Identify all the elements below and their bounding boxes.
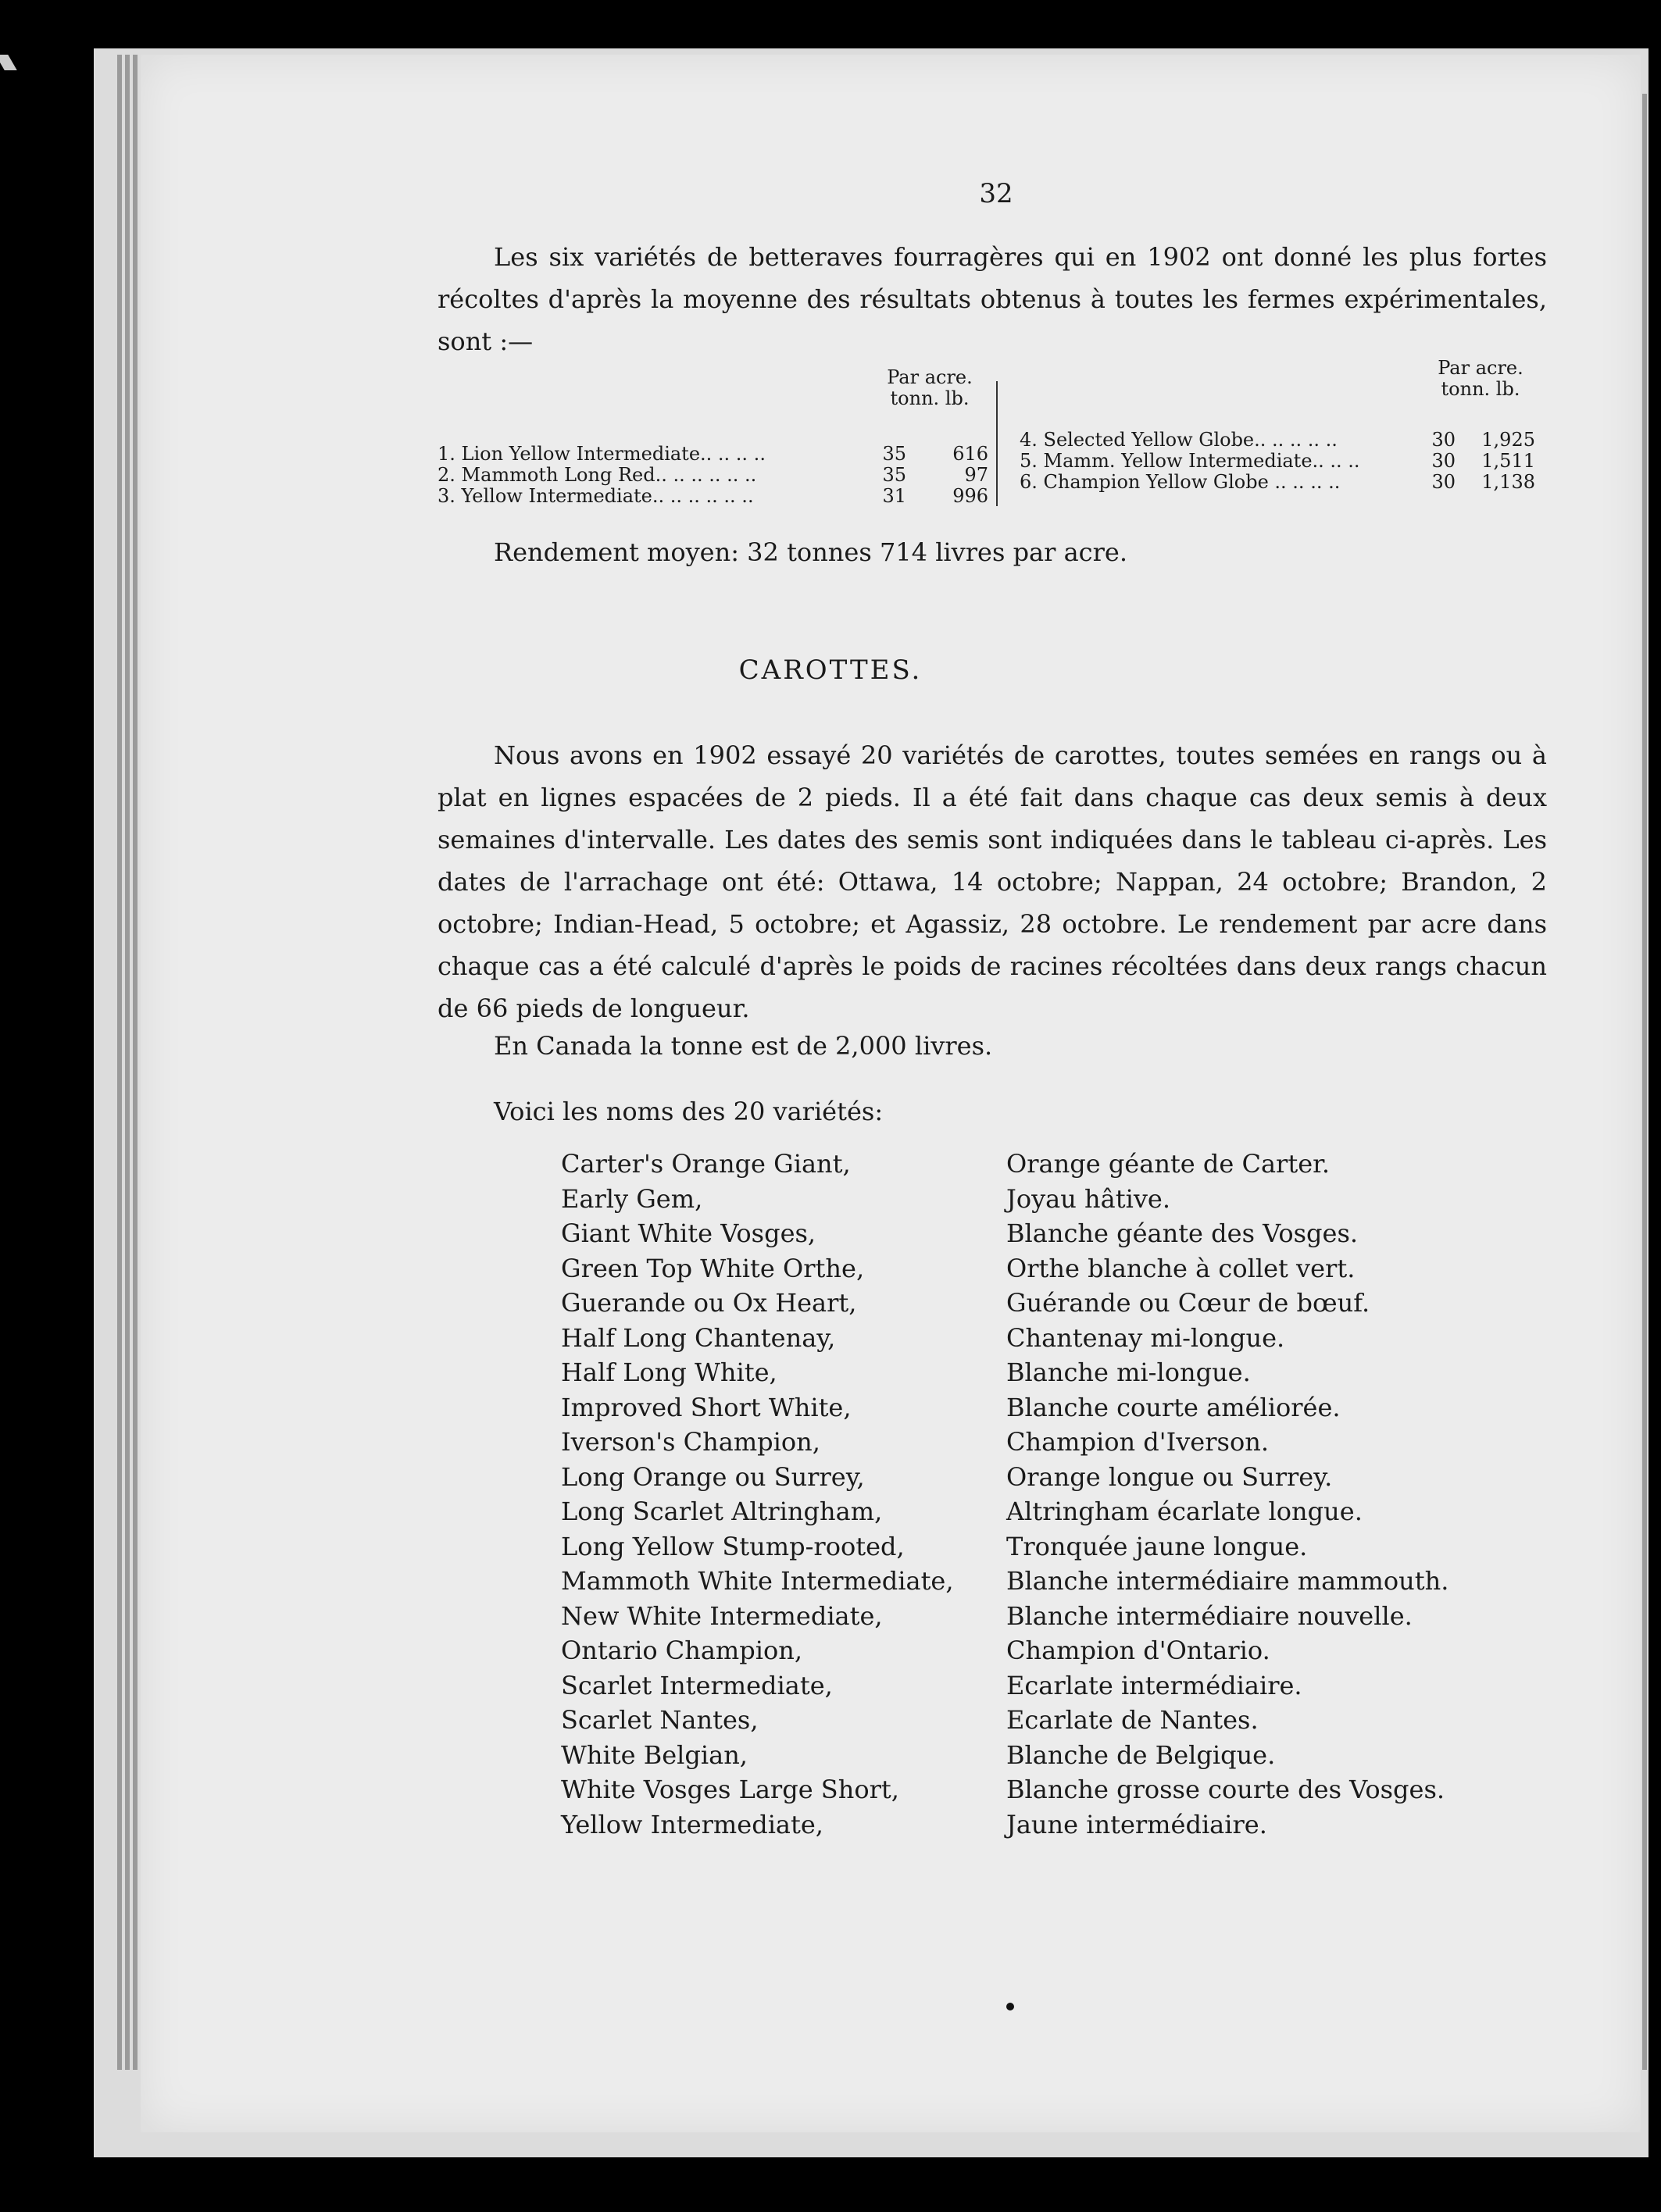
yield-lbs: 1,138 xyxy=(1481,471,1535,493)
variety-french: Champion d'Iverson. xyxy=(1006,1427,1269,1457)
variety-row xyxy=(561,1599,1498,1634)
variety-english: Half Long White, xyxy=(561,1358,777,1387)
intro-paragraph: Les six variétés de betteraves fourragères qui en 1902 ont donné les plus fortes récoltes d'après la moyenne des résultats obtenus à toutes les fermes expérimentales, sont :— xyxy=(438,242,1547,356)
variety-french: Champion d'Ontario. xyxy=(1006,1636,1270,1665)
variety-name: 3. Yellow Intermediate.. .. .. .. .. .. xyxy=(438,485,754,507)
ton-note: En Canada la tonne est de 2,000 livres. xyxy=(494,1031,993,1061)
scan-corner-mark xyxy=(0,55,17,70)
yield-table xyxy=(438,357,1547,508)
page-edge xyxy=(1642,94,1647,2070)
page-number: 32 xyxy=(979,178,1013,209)
yield-header-right xyxy=(1422,358,1539,400)
variety-name: 5. Mamm. Yellow Intermediate.. .. .. xyxy=(1020,450,1360,472)
variety-french: Blanche géante des Vosges. xyxy=(1006,1218,1359,1248)
variety-english: Iverson's Champion, xyxy=(561,1427,820,1457)
variety-french: Joyau hâtive. xyxy=(1006,1183,1170,1214)
variety-row xyxy=(561,1633,1498,1668)
page-edge xyxy=(117,55,122,2070)
variety-french: Blanche mi-longue. xyxy=(1006,1358,1251,1387)
yield-tons: 30 xyxy=(1431,471,1456,493)
page-edge xyxy=(125,55,130,2070)
variety-name: 6. Champion Yellow Globe .. .. .. .. xyxy=(1020,471,1341,493)
varieties-list xyxy=(561,1147,1498,1842)
variety-name: 2. Mammoth Long Red.. .. .. .. .. .. xyxy=(438,464,757,486)
variety-english: Half Long Chantenay, xyxy=(561,1322,836,1353)
yield-tons: 30 xyxy=(1431,450,1456,472)
variety-row xyxy=(561,1668,1498,1704)
yield-header-units: tonn. lb. xyxy=(890,387,970,409)
variety-english: Mammoth White Intermediate, xyxy=(561,1566,954,1596)
variety-english: Scarlet Nantes, xyxy=(561,1705,759,1735)
variety-name: 4. Selected Yellow Globe.. .. .. .. .. xyxy=(1020,429,1338,451)
variety-row xyxy=(561,1529,1498,1564)
yield-lbs: 616 xyxy=(952,443,988,465)
yield-lbs: 996 xyxy=(952,485,988,507)
page-dot xyxy=(1006,2003,1014,2010)
variety-row xyxy=(561,1286,1498,1321)
variety-row xyxy=(561,1460,1498,1495)
yield-header-label: Par acre. xyxy=(887,366,973,388)
variety-english: Giant White Vosges, xyxy=(561,1218,816,1248)
variety-row xyxy=(561,1425,1498,1460)
variety-name: 1. Lion Yellow Intermediate.. .. .. .. xyxy=(438,443,766,465)
variety-french: Blanche de Belgique. xyxy=(1006,1739,1276,1770)
variety-row xyxy=(561,1564,1498,1599)
variety-english: Guerande ou Ox Heart, xyxy=(561,1288,857,1318)
section-title: CAROTTES. xyxy=(738,655,923,686)
yield-tons: 35 xyxy=(882,443,906,465)
variety-english: Yellow Intermediate, xyxy=(561,1809,823,1839)
variety-french: Guérande ou Cœur de bœuf. xyxy=(1006,1288,1370,1318)
variety-row xyxy=(561,1251,1498,1286)
variety-row xyxy=(561,1703,1498,1738)
variety-french: Orange longue ou Surrey. xyxy=(1006,1461,1333,1492)
variety-row xyxy=(561,1216,1498,1251)
variety-french: Blanche intermédiaire nouvelle. xyxy=(1006,1600,1413,1631)
variety-row xyxy=(561,1321,1498,1356)
variety-french: Altringham écarlate longue. xyxy=(1006,1497,1363,1526)
variety-french: Blanche intermédiaire mammouth. xyxy=(1006,1566,1449,1596)
variety-french: Ecarlate intermédiaire. xyxy=(1006,1670,1302,1700)
variety-row xyxy=(561,1738,1498,1773)
variety-row xyxy=(561,1772,1498,1807)
variety-row xyxy=(561,1182,1498,1217)
variety-english: Green Top White Orthe, xyxy=(561,1253,865,1283)
variety-french: Blanche grosse courte des Vosges. xyxy=(1006,1775,1445,1804)
table-divider xyxy=(996,381,998,506)
variety-english: Long Yellow Stump-rooted, xyxy=(561,1531,905,1561)
variety-english: White Belgian, xyxy=(561,1739,748,1770)
page-edge xyxy=(133,55,138,2070)
yield-lbs: 97 xyxy=(964,464,988,486)
average-yield: Rendement moyen: 32 tonnes 714 livres par acre. xyxy=(494,537,1127,567)
variety-french: Jaune intermédiaire. xyxy=(1006,1809,1267,1839)
variety-row xyxy=(561,1147,1498,1182)
variety-row xyxy=(561,1807,1498,1843)
variety-french: Orange géante de Carter. xyxy=(1006,1149,1331,1179)
variety-english: Long Orange ou Surrey, xyxy=(561,1461,865,1492)
variety-french: Orthe blanche à collet vert. xyxy=(1006,1253,1356,1283)
yield-header-units: tonn. lb. xyxy=(1441,378,1520,400)
yield-header-label: Par acre. xyxy=(1438,357,1523,379)
variety-row xyxy=(561,1390,1498,1425)
yield-tons: 35 xyxy=(882,464,906,486)
variety-english: Scarlet Intermediate, xyxy=(561,1670,833,1700)
variety-english: Improved Short White, xyxy=(561,1392,852,1422)
yield-tons: 31 xyxy=(882,485,906,507)
varieties-intro: Voici les noms des 20 variétés: xyxy=(494,1097,884,1126)
variety-english: Ontario Champion, xyxy=(561,1636,803,1665)
yield-lbs: 1,925 xyxy=(1481,429,1535,451)
variety-english: White Vosges Large Short, xyxy=(561,1775,899,1804)
variety-english: Long Scarlet Altringham, xyxy=(561,1497,883,1526)
variety-french: Blanche courte améliorée. xyxy=(1006,1392,1341,1422)
yield-header-left xyxy=(871,367,988,409)
variety-french: Tronquée jaune longue. xyxy=(1006,1531,1308,1561)
variety-english: Carter's Orange Giant, xyxy=(561,1149,851,1179)
variety-english: New White Intermediate, xyxy=(561,1600,883,1631)
variety-row xyxy=(561,1494,1498,1529)
yield-tons: 30 xyxy=(1431,429,1456,451)
variety-english: Early Gem, xyxy=(561,1183,703,1214)
variety-french: Ecarlate de Nantes. xyxy=(1006,1705,1259,1735)
variety-row xyxy=(561,1355,1498,1390)
variety-french: Chantenay mi-longue. xyxy=(1006,1322,1285,1353)
yield-lbs: 1,511 xyxy=(1481,450,1535,472)
carrots-paragraph: Nous avons en 1902 essayé 20 variétés de carottes, toutes semées en rangs ou à plat en lignes espacées de 2 pieds. Il a été fait dans chaque cas deux semis à deux semaines d'intervalle. Les dates des semis sont indiquées dans le tableau ci-après. Les dates de l'arrachage ont été: Ottawa, 14 octobre; Nappan, 24 octobre; Brandon, 2 octobre; Indian-Head, 5 octobre; et Agassiz, 28 octobre. Le rendement par acre dans chaque cas a été calculé d'après le poids de racines récoltées dans deux rangs chacun de 66 pieds de longueur. xyxy=(438,740,1547,1023)
